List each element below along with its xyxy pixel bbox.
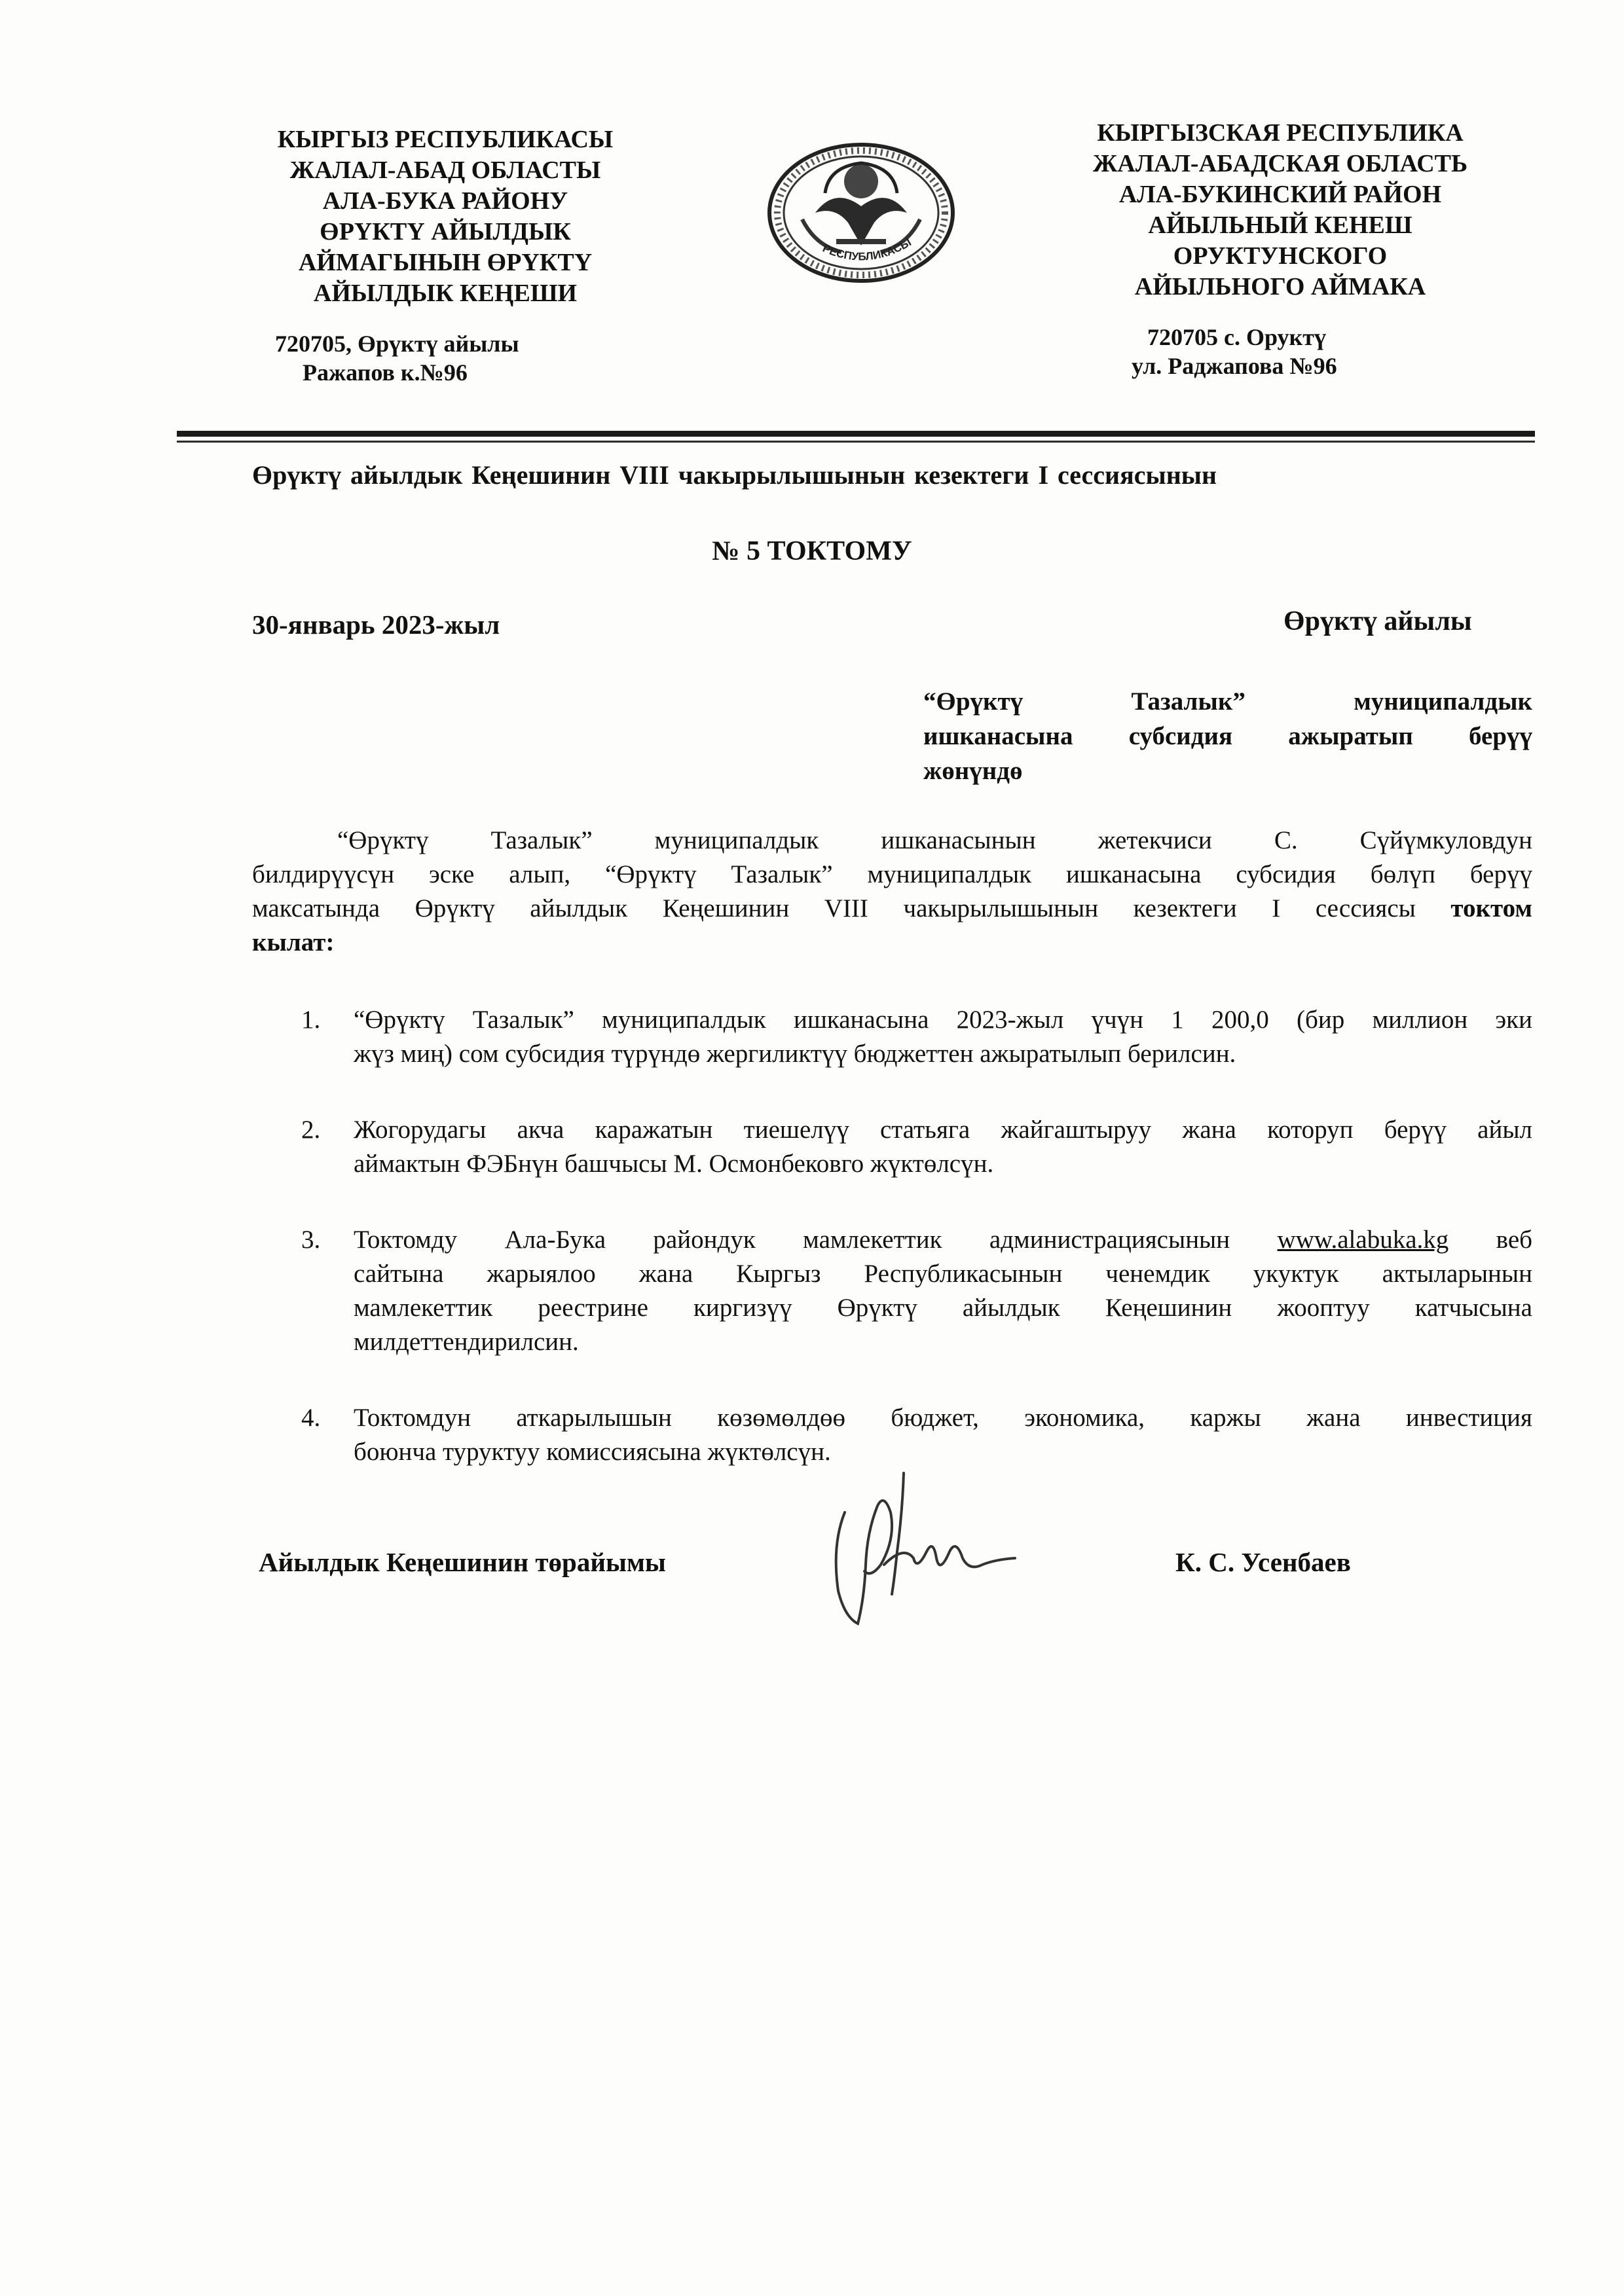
list-item-line	[354, 1223, 1532, 1257]
preamble-line: билдирүүсүн эске алып, “Өрүктү Тазалык” муниципалдык ишканасына субсидия бөлүп берүү	[252, 860, 1532, 888]
website-link[interactable]: www.alabuka.kg	[1277, 1226, 1449, 1254]
list-item	[301, 1003, 1532, 1071]
header-right-address-1: 720705 с. Оруктү	[1147, 324, 1326, 350]
list-item-line: милдеттендирилсин.	[354, 1328, 579, 1356]
list-item-text: веб	[1449, 1226, 1532, 1254]
preamble-line-text: максатында Өрүктү айылдык Кеңешинин VIII чакырылышынын кезектеги I сессиясы	[252, 894, 1451, 922]
header-left-address-1: 720705, Өрүктү айылы	[275, 331, 519, 357]
header-right-line: АЛА-БУКИНСКИЙ РАЙОН	[1118, 181, 1442, 208]
list-item	[301, 1113, 1532, 1181]
header-right-line: АЙЫЛЬНОГО АЙМАКА	[1134, 273, 1426, 301]
preamble	[252, 824, 1532, 960]
list-item-line: Токтомдун аткарылышын көзөмөлдөө бюджет, экономика, каржы жана инвестиция	[354, 1404, 1532, 1432]
signatory-name: К. С. Усенбаев	[1175, 1547, 1351, 1577]
list-item-line: сайтына жарыялоо жана Кыргыз Республикасынын ченемдик укуктук актыларынын	[354, 1260, 1532, 1288]
list-item-line: аймактын ФЭБнүн башчысы М. Осмонбековго жүктөлсүн.	[354, 1150, 994, 1178]
header-left	[216, 124, 674, 309]
list-item-number: 4.	[301, 1404, 321, 1432]
state-emblem	[763, 141, 959, 285]
subject-line: ишканасына субсидия ажыратып берүү	[923, 722, 1532, 750]
list-item-number: 2.	[301, 1116, 321, 1144]
signature-icon	[819, 1467, 1028, 1637]
signatory-title: Айылдык Кеңешинин төрайымы	[259, 1547, 666, 1577]
header-left-line: АЙЫЛДЫК КЕҢЕШИ	[313, 280, 578, 307]
header-divider-thick	[177, 431, 1535, 437]
list-item-line: мамлекеттик реестрине киргизүү Өрүктү айылдык Кеңешинин жооптуу катчысына	[354, 1294, 1532, 1322]
document-date: 30-январь 2023-жыл	[252, 610, 500, 640]
list-item-text: Токтомду Ала-Бука райондук мамлекеттик администрациясынын	[354, 1226, 1278, 1254]
list-item-line: жүз миң) сом субсидия түрүндө жергиликтүү бюджеттен ажыратылып берилсин.	[354, 1040, 1236, 1068]
emblem-icon	[763, 141, 959, 285]
emblem-caption: РЕСПУБЛИКАСЫ	[821, 236, 913, 263]
session-line: Өрүктү айылдык Кеңешинин VIII чакырылышынын кезектеги I сессиясынын	[252, 460, 1217, 490]
header-right-line: КЫРГЫЗСКАЯ РЕСПУБЛИКА	[1097, 119, 1464, 147]
preamble-line	[252, 926, 1532, 960]
list-item-line: боюнча туруктуу комиссиясына жүктөлсүн.	[354, 1438, 831, 1466]
header-divider-thin	[177, 441, 1535, 443]
document-place: Өрүктү айылы	[1283, 606, 1472, 636]
list-item	[301, 1401, 1532, 1469]
subject-line: “Өрүктү Тазалык” муниципалдык	[923, 687, 1532, 716]
list-item	[301, 1223, 1532, 1359]
document-subject	[923, 684, 1532, 788]
header-left-line: ӨРҮКТҮ АЙЫЛДЫК	[320, 218, 571, 246]
header-left-line: ЖАЛАЛ-АБАД ОБЛАСТЫ	[289, 156, 601, 184]
subject-line: жөнүндө	[923, 757, 1023, 785]
list-item-line: “Өрүктү Тазалык” муниципалдык ишканасына 2023-жыл үчүн 1 200,0 (бир миллион эки	[354, 1006, 1532, 1034]
header-left-line: АЙМАГЫНЫН ӨРҮКТҮ	[298, 249, 593, 276]
header-left-line: АЛА-БУКА РАЙОНУ	[322, 187, 568, 215]
handwritten-signature	[819, 1467, 1028, 1637]
list-item-line: Жогорудагы акча каражатын тиешелүү статьяга жайгаштыруу жана которуп берүү айыл	[354, 1116, 1532, 1144]
header-right-line: ЖАЛАЛ-АБАДСКАЯ ОБЛАСТЬ	[1092, 150, 1468, 177]
preamble-line: “Өрүктү Тазалык” муниципалдык ишканасынын жетекчиси С. Сүйүмкуловдун	[337, 826, 1532, 854]
list-item-number: 3.	[301, 1226, 321, 1254]
list-item-number: 1.	[301, 1006, 321, 1034]
header-right	[1028, 118, 1532, 302]
header-right-line: ОРУКТУНСКОГО	[1173, 242, 1388, 270]
header-left-address-2: Ражапов к.№96	[303, 359, 468, 386]
header-left-line: КЫРГЫЗ РЕСПУБЛИКАСЫ	[277, 126, 614, 153]
preamble-bold-tail: токтом	[1450, 894, 1532, 922]
document-number: № 5 ТОКТОМУ	[712, 536, 912, 566]
header-right-address-2: ул. Раджапова №96	[1132, 353, 1337, 379]
preamble-bold-last: кылат:	[252, 928, 335, 957]
preamble-line	[252, 892, 1532, 926]
header-right-line: АЙЫЛЬНЫЙ КЕНЕШ	[1148, 211, 1412, 239]
